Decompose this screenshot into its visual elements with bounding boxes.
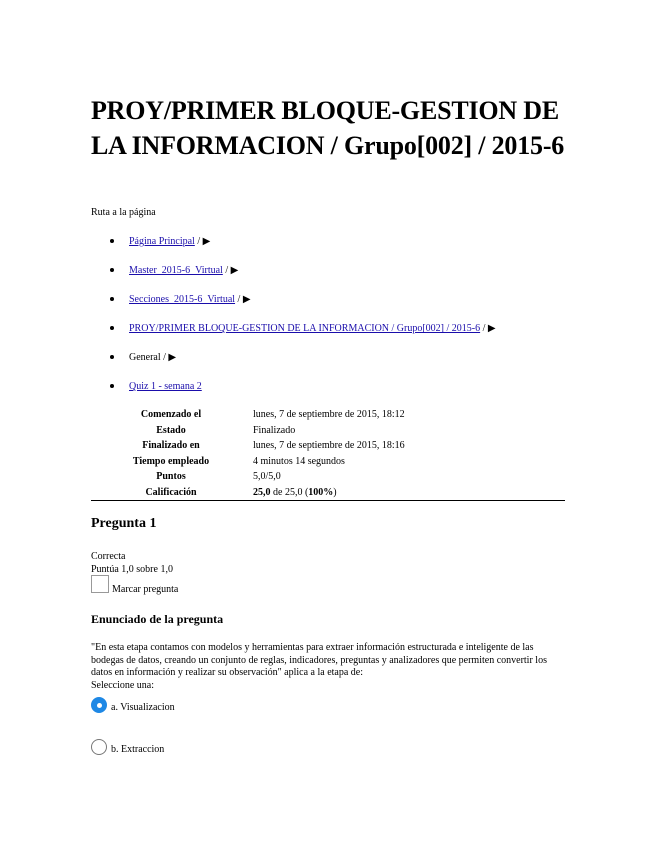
breadcrumb-text-general: General bbox=[129, 352, 161, 363]
question-state: Correcta bbox=[91, 551, 126, 562]
breadcrumb-link-master[interactable]: Master_2015-6_Virtual bbox=[129, 265, 223, 276]
option-b-label[interactable]: b. Extraccion bbox=[111, 744, 165, 755]
breadcrumb-link-course[interactable]: PROY/PRIMER BLOQUE-GESTION DE LA INFORMACION / Grupo[002] / 2015-6 bbox=[129, 323, 481, 334]
question-text-heading: Enunciado de la pregunta bbox=[91, 612, 224, 626]
grade-end: ) bbox=[333, 486, 337, 498]
question-info bbox=[91, 550, 173, 576]
grade-mid: de 25,0 ( bbox=[270, 486, 309, 498]
breadcrumb-separator: / ▶ bbox=[194, 236, 211, 247]
summary-label: Puntos bbox=[156, 471, 186, 483]
breadcrumb-item-course bbox=[91, 314, 565, 343]
breadcrumb-item-master bbox=[91, 256, 565, 285]
summary-value-grade bbox=[251, 485, 565, 501]
question-grade: Puntúa 1,0 sobre 1,0 bbox=[91, 564, 173, 575]
grade-score: 25,0 bbox=[253, 486, 271, 498]
summary-value: lunes, 7 de septiembre de 2015, 18:12 bbox=[253, 409, 405, 421]
summary-label: Tiempo empleado bbox=[132, 455, 210, 467]
summary-row bbox=[91, 485, 565, 501]
summary-value: 4 minutos 14 segundos bbox=[253, 455, 345, 467]
summary-label: Estado bbox=[156, 424, 186, 436]
breadcrumb-label: Ruta a la página bbox=[91, 207, 156, 218]
option-b-radio[interactable] bbox=[91, 739, 107, 755]
breadcrumb-item-secciones bbox=[91, 285, 565, 314]
summary-label: Finalizado en bbox=[142, 440, 200, 452]
breadcrumb-separator: / ▶ bbox=[235, 294, 251, 305]
breadcrumb-item-quiz bbox=[91, 372, 565, 401]
bullet-icon bbox=[110, 355, 114, 359]
summary-label: Comenzado el bbox=[140, 409, 202, 421]
summary-row bbox=[91, 438, 565, 454]
breadcrumb bbox=[91, 227, 565, 401]
bullet-icon bbox=[110, 268, 114, 272]
flag-question-checkbox[interactable] bbox=[91, 575, 109, 593]
breadcrumb-link-home[interactable]: Página Principal bbox=[129, 236, 195, 247]
page-title: PROY/PRIMER BLOQUE-GESTION DE LA INFORMACION / Grupo[002] / 2015-6 bbox=[91, 96, 565, 160]
question-text: "En esta etapa contamos con modelos y herramientas para extraer información estructurada e inteligente de las bodegas de datos, creando un conjunto de reglas, indicadores, preguntas y analizadores que permiten convertir los datos en información y realizar su observación" aplica a la etapa de: bbox=[91, 642, 547, 678]
summary-row bbox=[91, 407, 565, 423]
breadcrumb-link-quiz[interactable]: Quiz 1 - semana 2 bbox=[129, 381, 202, 392]
bullet-icon bbox=[110, 297, 114, 301]
breadcrumb-link-secciones[interactable]: Secciones_2015-6_Virtual bbox=[129, 294, 236, 305]
breadcrumb-item-home bbox=[91, 227, 565, 256]
option-a-label[interactable]: a. Visualizacion bbox=[111, 702, 175, 713]
bullet-icon bbox=[110, 384, 114, 388]
summary-value: 5,0/5,0 bbox=[253, 471, 281, 483]
breadcrumb-item-general bbox=[91, 343, 565, 372]
question-body bbox=[91, 642, 565, 692]
bullet-icon bbox=[110, 326, 114, 330]
breadcrumb-separator: / ▶ bbox=[222, 265, 239, 276]
question-prompt: Seleccione una: bbox=[91, 679, 155, 691]
bullet-icon bbox=[110, 239, 114, 243]
option-a-radio[interactable] bbox=[91, 697, 107, 713]
question-title: Pregunta 1 bbox=[91, 516, 157, 531]
summary-label: Calificación bbox=[91, 485, 251, 501]
grade-percent: 100% bbox=[308, 486, 334, 498]
summary-row bbox=[91, 469, 565, 485]
breadcrumb-separator: / ▶ bbox=[480, 323, 496, 334]
attempt-summary-table bbox=[91, 407, 565, 501]
flag-question-label[interactable]: Marcar pregunta bbox=[112, 584, 179, 595]
summary-value: lunes, 7 de septiembre de 2015, 18:16 bbox=[253, 440, 405, 452]
summary-row bbox=[91, 454, 565, 470]
summary-row bbox=[91, 423, 565, 439]
breadcrumb-separator: / ▶ bbox=[160, 352, 177, 363]
summary-value: Finalizado bbox=[253, 424, 296, 436]
